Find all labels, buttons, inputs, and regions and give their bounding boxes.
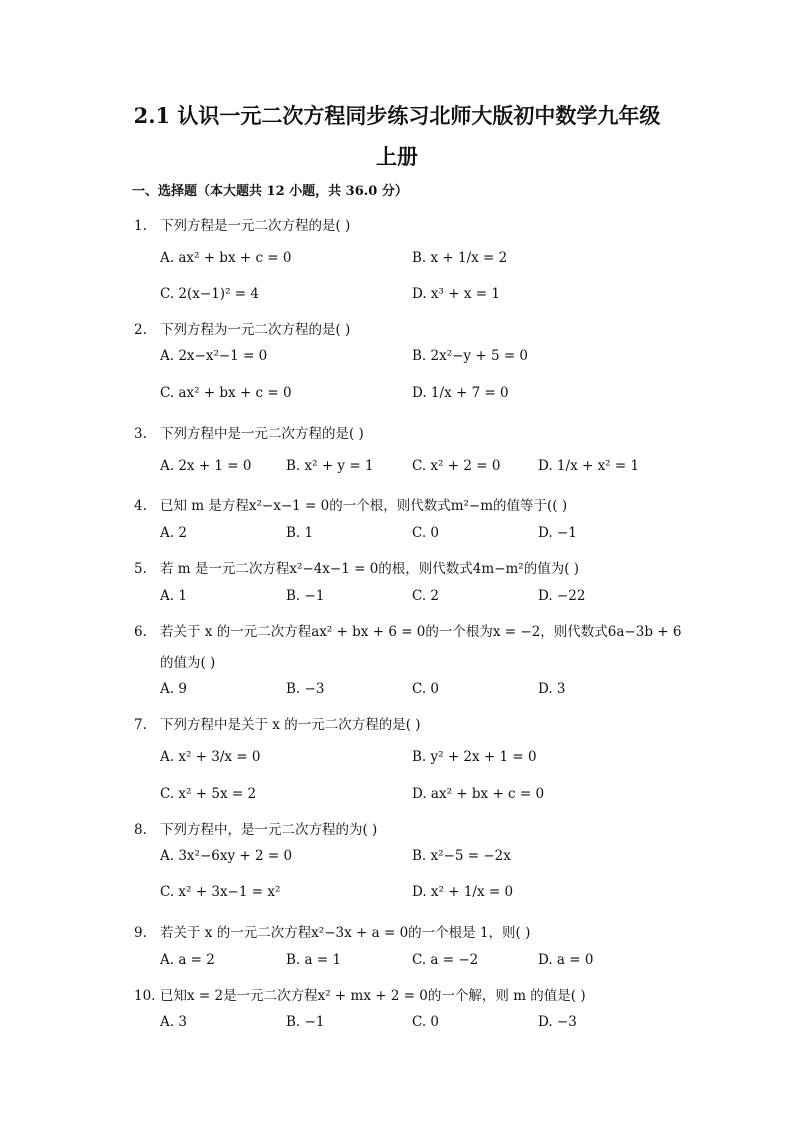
question-3 xyxy=(134,422,364,442)
question-number: 8. xyxy=(134,822,147,838)
option-b[interactable]: B. −3 xyxy=(286,681,325,697)
question-text: 已知x = 2是一元二次方程x² + mx + 2 = 0的一个解，则 m 的值是( ) xyxy=(160,988,586,1004)
option-b[interactable]: B. −1 xyxy=(286,1014,325,1030)
option-b[interactable]: B. x + 1/x = 2 xyxy=(412,250,508,266)
option-c[interactable]: C. 2 xyxy=(412,588,440,604)
option-c[interactable]: C. x² + 3x−1 = x² xyxy=(160,884,281,900)
option-b[interactable]: B. 1 xyxy=(286,525,314,541)
option-a[interactable]: A. 2 xyxy=(160,525,187,541)
option-a[interactable]: A. 1 xyxy=(160,588,187,604)
option-b[interactable]: B. 2x²−y + 5 = 0 xyxy=(412,348,529,364)
question-number: 2. xyxy=(134,322,147,338)
question-text: 下列方程中是一元二次方程的是( ) xyxy=(160,426,364,442)
option-b[interactable]: B. y² + 2x + 1 = 0 xyxy=(412,749,537,765)
option-c[interactable]: C. ax² + bx + c = 0 xyxy=(160,385,292,401)
question-9 xyxy=(134,921,530,941)
question-1 xyxy=(134,214,350,234)
question-text: 下列方程中，是一元二次方程的为( ) xyxy=(160,822,378,838)
question-7 xyxy=(134,713,421,733)
question-5 xyxy=(134,557,579,577)
option-a[interactable]: A. 3 xyxy=(160,1014,187,1030)
option-d[interactable]: D. 1/x + x² = 1 xyxy=(538,458,640,474)
option-b[interactable]: B. x² + y = 1 xyxy=(286,458,374,474)
question-text: 下列方程中是关于 x 的一元二次方程的是( ) xyxy=(160,717,421,733)
option-d[interactable]: D. ax² + bx + c = 0 xyxy=(412,786,545,802)
question-number: 5. xyxy=(134,561,147,577)
question-number: 3. xyxy=(134,426,147,442)
option-d[interactable]: D. a = 0 xyxy=(538,952,594,968)
page-title-line-2: 上册 xyxy=(376,144,418,169)
option-b[interactable]: B. a = 1 xyxy=(286,952,342,968)
question-number: 1. xyxy=(134,218,147,234)
option-d[interactable]: D. 3 xyxy=(538,681,566,697)
question-text: 下列方程是一元二次方程的是( ) xyxy=(160,218,351,234)
option-c[interactable]: C. 2(x−1)² = 4 xyxy=(160,286,259,302)
page-title-line-1: 2.1 认识一元二次方程同步练习北师大版初中数学九年级 xyxy=(133,103,661,128)
option-d[interactable]: D. −3 xyxy=(538,1014,577,1030)
option-c[interactable]: C. a = −2 xyxy=(412,952,479,968)
option-d[interactable]: D. −1 xyxy=(538,525,577,541)
question-number: 7. xyxy=(134,717,147,733)
option-a[interactable]: A. a = 2 xyxy=(160,952,215,968)
option-c[interactable]: C. x² + 2 = 0 xyxy=(412,458,501,474)
question-number: 6. xyxy=(134,624,147,640)
option-a[interactable]: A. ax² + bx + c = 0 xyxy=(160,250,292,266)
question-4 xyxy=(134,494,567,514)
question-text-continued: 的值为( ) xyxy=(160,655,216,671)
option-c[interactable]: C. 0 xyxy=(412,1014,440,1030)
option-b[interactable]: B. x²−5 = −2x xyxy=(412,848,511,864)
question-text: 若关于 x 的一元二次方程ax² + bx + 6 = 0的一个根为x = −2，则代数式6a−3b + 6 xyxy=(160,624,682,640)
option-d[interactable]: D. x³ + x = 1 xyxy=(412,286,500,302)
question-2 xyxy=(134,318,350,338)
question-number: 9. xyxy=(134,925,147,941)
option-a[interactable]: A. 2x−x²−1 = 0 xyxy=(160,348,268,364)
option-d[interactable]: D. 1/x + 7 = 0 xyxy=(412,385,509,401)
section-heading: 一、选择题（本大题共 12 小题，共 36.0 分） xyxy=(132,184,408,199)
option-a[interactable]: A. x² + 3/x = 0 xyxy=(160,749,261,765)
option-a[interactable]: A. 3x²−6xy + 2 = 0 xyxy=(160,848,293,864)
question-number: 10. xyxy=(134,988,156,1004)
option-d[interactable]: D. x² + 1/x = 0 xyxy=(412,884,514,900)
option-a[interactable]: A. 2x + 1 = 0 xyxy=(160,458,252,474)
question-text: 若关于 x 的一元二次方程x²−3x + a = 0的一个根是 1，则( ) xyxy=(160,925,531,941)
option-c[interactable]: C. 0 xyxy=(412,525,440,541)
question-text: 若 m 是一元二次方程x²−4x−1 = 0的根，则代数式4m−m²的值为( ) xyxy=(160,561,580,577)
option-a[interactable]: A. 9 xyxy=(160,681,187,697)
option-b[interactable]: B. −1 xyxy=(286,588,325,604)
question-text: 已知 m 是方程x²−x−1 = 0的一个根，则代数式m²−m的值等于(( ) xyxy=(160,498,568,514)
question-8 xyxy=(134,818,377,838)
question-number: 4. xyxy=(134,498,147,514)
question-10 xyxy=(134,984,586,1004)
option-d[interactable]: D. −22 xyxy=(538,588,586,604)
option-c[interactable]: C. 0 xyxy=(412,681,440,697)
question-6 xyxy=(134,620,681,640)
option-c[interactable]: C. x² + 5x = 2 xyxy=(160,786,257,802)
question-text: 下列方程为一元二次方程的是( ) xyxy=(160,322,351,338)
